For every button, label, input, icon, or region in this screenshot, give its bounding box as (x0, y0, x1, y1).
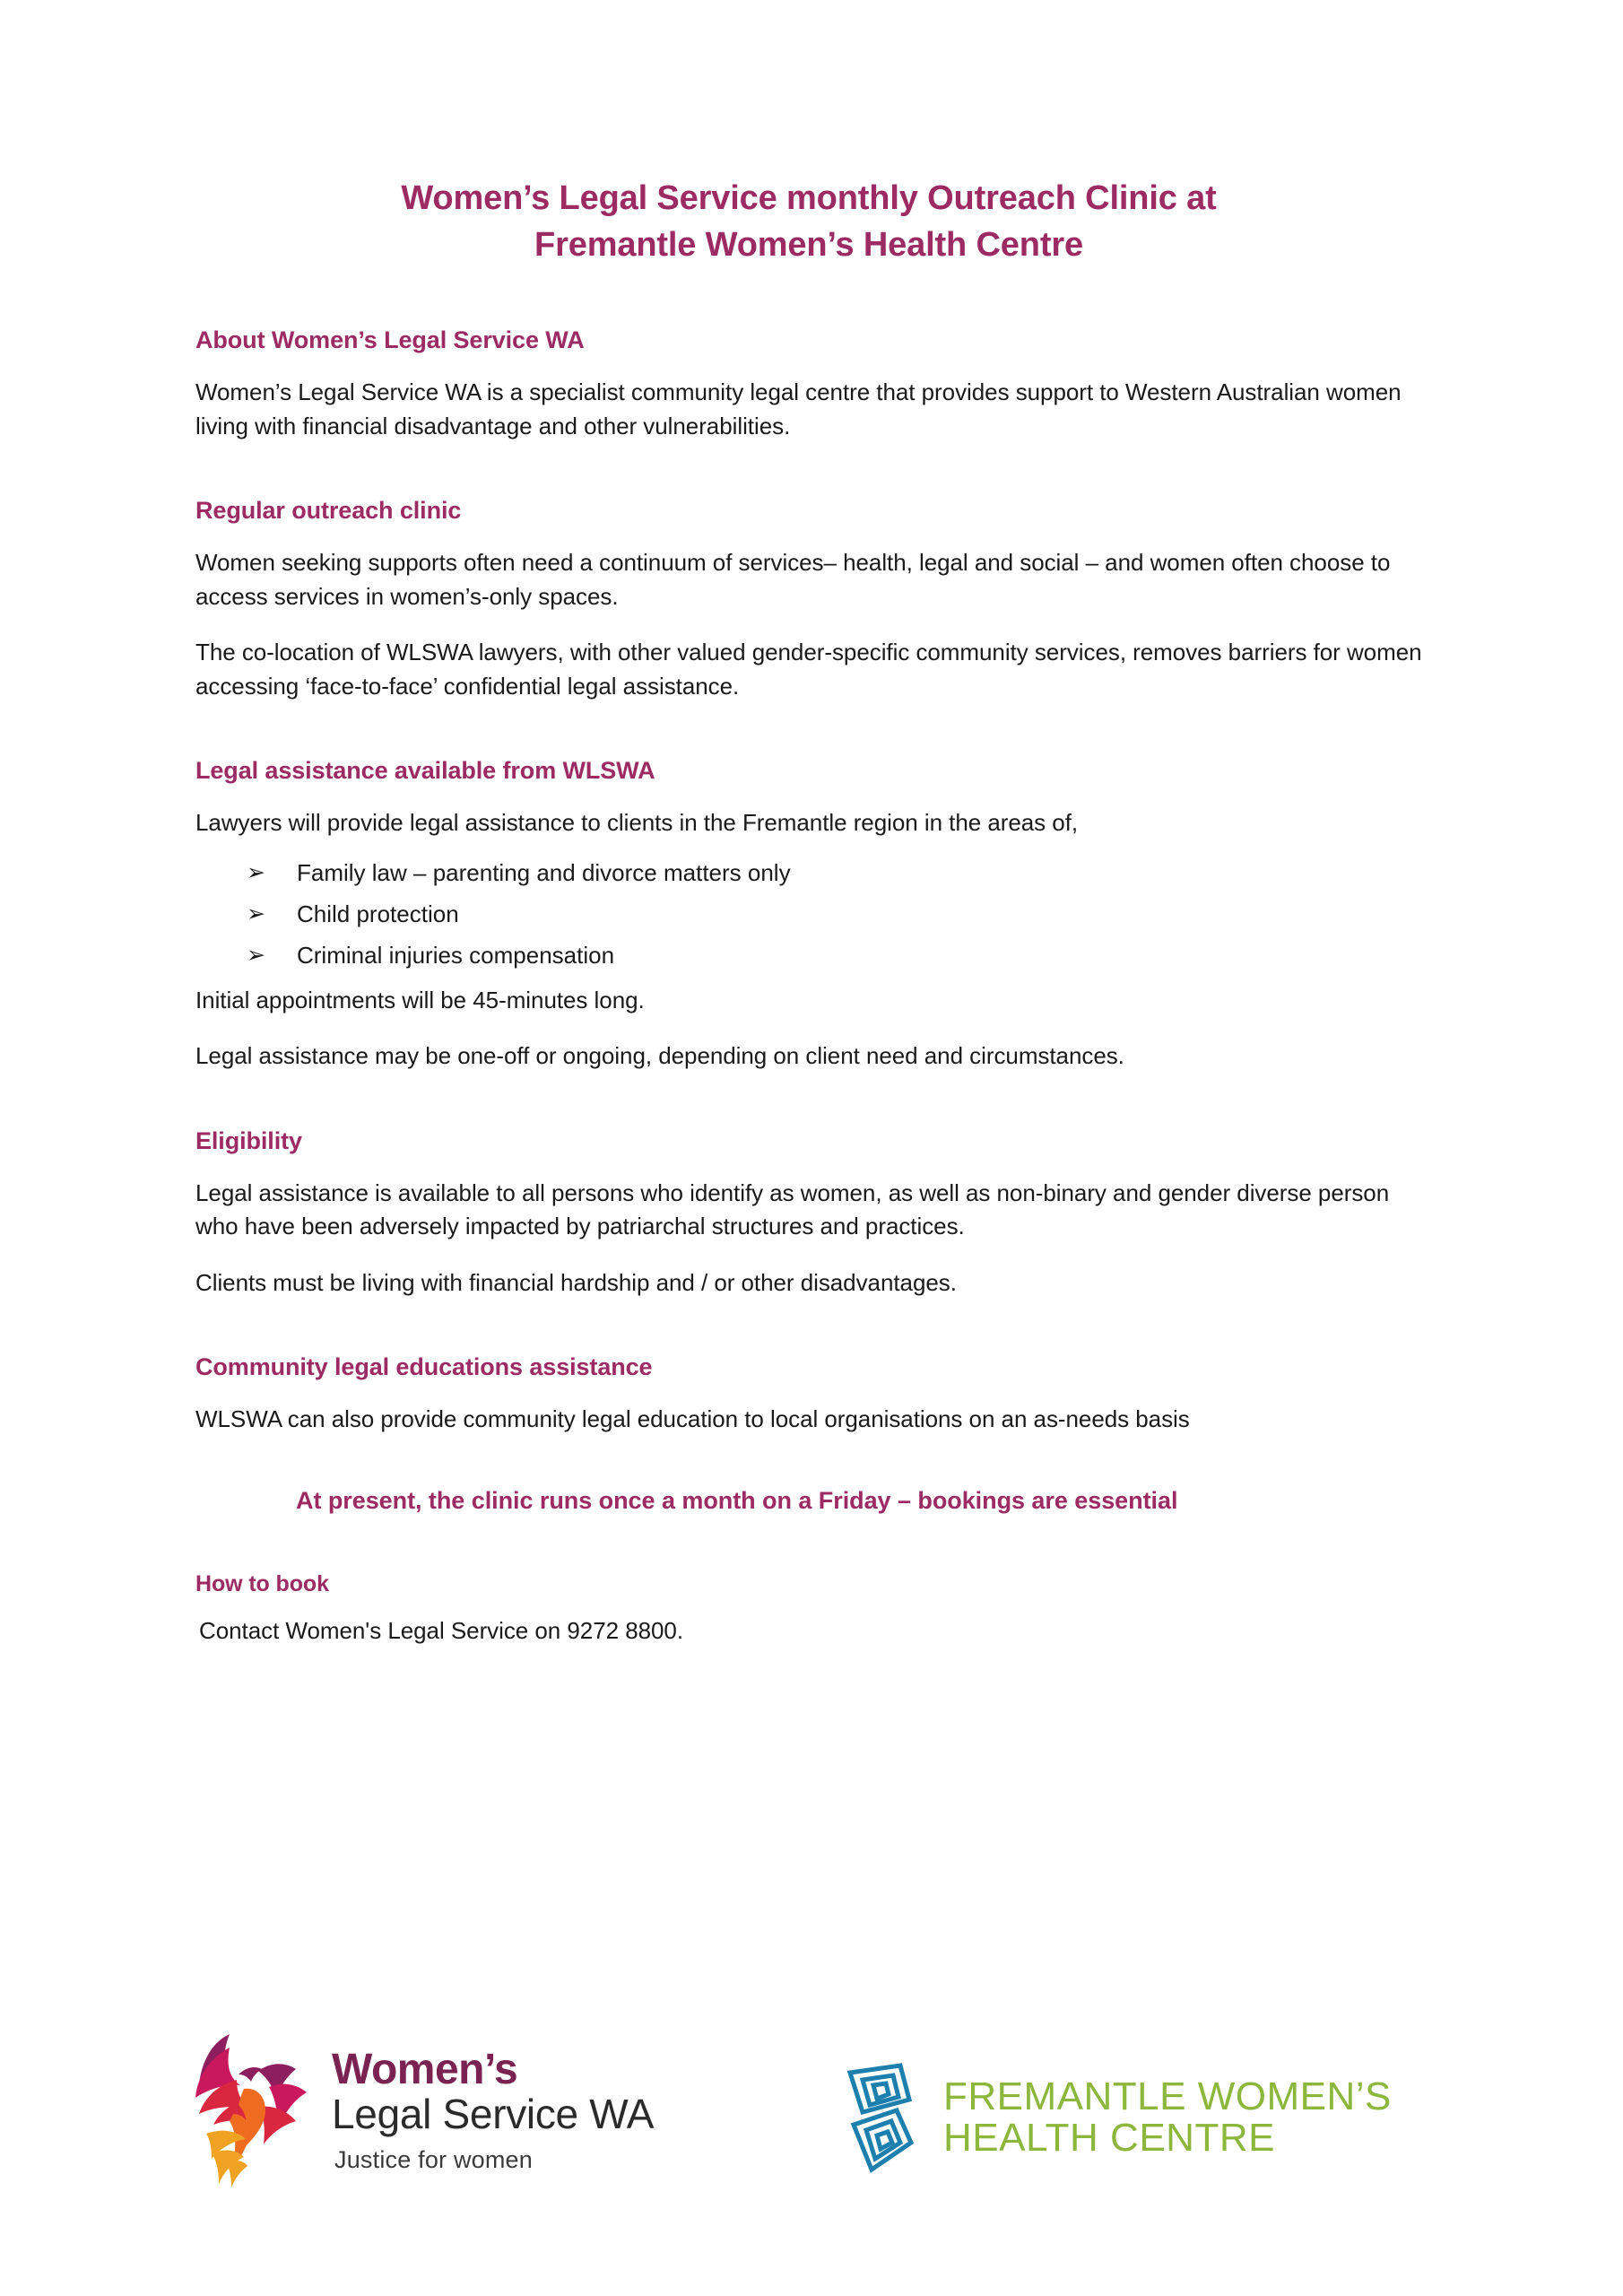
arrow-bullet-icon: ➢ (247, 900, 265, 926)
paragraph-eligibility-2: Clients must be living with financial hardship and / or other disadvantages. (195, 1268, 957, 1296)
paragraph-regular-outreach-2: The co-location of WLSWA lawyers, with other valued gender-specific community services, removes barriers for women accessing ‘face-to-face’ confidential legal assistance. (195, 639, 1422, 700)
wlswa-logo-line-1: Women’s (332, 2046, 518, 2094)
heading-about: About Women’s Legal Service WA (195, 326, 585, 354)
paragraph-appointment-length: Initial appointments will be 45-minutes long. (195, 987, 645, 1014)
arrow-bullet-icon: ➢ (247, 942, 265, 968)
list-item-label: Criminal injuries compensation (297, 941, 615, 969)
heading-legal-assistance: Legal assistance available from WLSWA (195, 757, 655, 785)
page-title (195, 0, 1422, 268)
heading-how-to-book: How to book (195, 1570, 329, 1596)
footer-logos (0, 2013, 1623, 2283)
heading-eligibility: Eligibility (195, 1126, 302, 1154)
page-title-line-1: Women’s Legal Service monthly Outreach Clinic at (401, 179, 1217, 217)
paragraph-assistance-duration: Legal assistance may be one-off or ongoing, depending on client need and circumstances. (195, 1042, 1124, 1070)
heading-regular-outreach: Regular outreach clinic (195, 497, 462, 525)
paragraph-how-to-book: Contact Women's Legal Service on 9272 8800. (199, 1617, 684, 1645)
arrow-bullet-icon: ➢ (247, 859, 265, 885)
nested-diamonds-icon (845, 2060, 927, 2175)
paragraph-legal-assistance-intro: Lawyers will provide legal assistance to clients in the Fremantle region in the areas of, (195, 809, 1079, 837)
list-item (195, 943, 1422, 984)
phoenix-bird-icon (194, 2031, 312, 2188)
wlswa-logo-line-2: Legal Service WA (332, 2091, 655, 2138)
list-item-label: Family law – parenting and divorce matters only (297, 858, 791, 886)
wlswa-logo (194, 2031, 654, 2188)
paragraph-regular-outreach-1: Women seeking supports often need a continuum of services– health, legal and social – and women often choose to access services in women’s-only spaces. (195, 549, 1391, 610)
list-item (195, 860, 1422, 901)
paragraph-eligibility-1: Legal assistance is available to all persons who identify as women, as well as non-binary and gender diverse person who have been adversely impacted by patriarchal structures and practices. (195, 1178, 1390, 1240)
wlswa-logo-tagline: Justice for women (334, 2146, 533, 2174)
paragraph-about: Women’s Legal Service WA is a specialist community legal centre that provides support to Western Australian women living with financial disadvantage and other vulnerabilities. (195, 378, 1402, 439)
fwhc-logo (845, 2060, 1392, 2175)
heading-community-education: Community legal educations assistance (195, 1353, 653, 1381)
paragraph-community-education: WLSWA can also provide community legal education to local organisations on an as-needs basis (195, 1405, 1190, 1433)
list-item (195, 901, 1422, 943)
legal-assistance-bullet-list (195, 860, 1422, 984)
fwhc-wordmark (943, 2074, 1392, 2160)
document-content (195, 0, 1422, 1648)
emphasis-clinic-schedule: At present, the clinic runs once a month on a Friday – bookings are essential (296, 1486, 1178, 1514)
fwhc-logo-line-1: FREMANTLE WOMEN’S (943, 2074, 1392, 2118)
wlswa-wordmark (332, 2045, 654, 2174)
list-item-label: Child protection (297, 900, 459, 927)
fwhc-logo-line-2: HEALTH CENTRE (943, 2116, 1275, 2160)
page-title-line-2: Fremantle Women’s Health Centre (534, 225, 1083, 264)
